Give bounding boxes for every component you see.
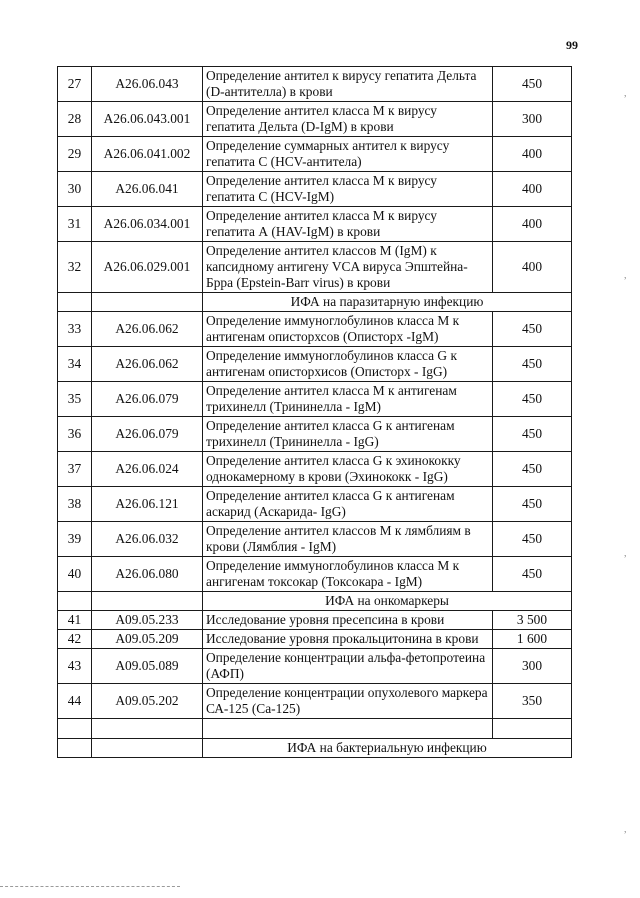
service-name: Определение иммуноглобулинов класса М к антигенам описторхсов (Описторх -IgM) <box>203 312 493 347</box>
row-number: 40 <box>58 557 92 592</box>
table-row <box>58 487 572 522</box>
table-row <box>58 312 572 347</box>
row-number: 36 <box>58 417 92 452</box>
service-code: A26.06.062 <box>92 312 203 347</box>
table-row <box>58 557 572 592</box>
service-price: 400 <box>493 207 572 242</box>
table-row <box>58 452 572 487</box>
service-price: 400 <box>493 137 572 172</box>
margin-mark: , <box>624 270 627 281</box>
section-row <box>58 739 572 758</box>
empty-cell <box>58 719 92 739</box>
service-code: A09.05.089 <box>92 649 203 684</box>
price-list-body <box>58 67 572 758</box>
service-price: 450 <box>493 522 572 557</box>
table-row <box>58 172 572 207</box>
service-name: Определение антител к вирусу гепатита Дельта (D-антителла) в крови <box>203 67 493 102</box>
service-name: Определение антител класса G к антигенам трихинелл (Трининелла - IgG) <box>203 417 493 452</box>
section-title: ИФА на бактериальную инфекцию <box>203 739 572 758</box>
service-code: A26.06.029.001 <box>92 242 203 293</box>
service-price: 450 <box>493 557 572 592</box>
table-row <box>58 137 572 172</box>
service-code: A09.05.233 <box>92 611 203 630</box>
service-name: Исследование уровня прокальцитонина в крови <box>203 630 493 649</box>
section-title: ИФА на онкомаркеры <box>203 592 572 611</box>
section-title: ИФА на паразитарную инфекцию <box>203 293 572 312</box>
table-row <box>58 242 572 293</box>
margin-mark: , <box>624 548 627 559</box>
service-name: Определение антител класса М к вирусу гепатита С (HCV-IgM) <box>203 172 493 207</box>
section-blank-cell <box>58 739 92 758</box>
section-blank-cell <box>92 592 203 611</box>
table-row <box>58 649 572 684</box>
service-price: 1 600 <box>493 630 572 649</box>
service-code: A09.05.209 <box>92 630 203 649</box>
service-name: Определение иммуноглобулинов класса G к антигенам описторхисов (Описторх - IgG) <box>203 347 493 382</box>
service-name: Определение иммуноглобулинов класса М к ангигенам токсокар (Токсокара - IgM) <box>203 557 493 592</box>
service-name: Определение суммарных антител к вирусу гепатита С (HCV-антитела) <box>203 137 493 172</box>
row-number: 43 <box>58 649 92 684</box>
table-row <box>58 611 572 630</box>
empty-cell <box>203 719 493 739</box>
table-row <box>58 522 572 557</box>
section-blank-cell <box>58 592 92 611</box>
row-number: 34 <box>58 347 92 382</box>
service-price: 350 <box>493 684 572 719</box>
service-price: 450 <box>493 417 572 452</box>
service-code: A26.06.032 <box>92 522 203 557</box>
service-name: Определение антител класса М к вирусу гепатита Дельта (D-IgM) в крови <box>203 102 493 137</box>
service-name: Определение антител классов M (IgM) к капсидному антигену VCA вируса Эпштейна-Брра (Epstein-Barr virus) в крови <box>203 242 493 293</box>
service-price: 450 <box>493 452 572 487</box>
service-price: 3 500 <box>493 611 572 630</box>
row-number: 28 <box>58 102 92 137</box>
table-row <box>58 347 572 382</box>
service-name: Определение концентрации альфа-фетопротеина (АФП) <box>203 649 493 684</box>
service-price: 300 <box>493 102 572 137</box>
section-blank-cell <box>92 739 203 758</box>
row-number: 30 <box>58 172 92 207</box>
row-number: 29 <box>58 137 92 172</box>
service-code: A26.06.041 <box>92 172 203 207</box>
row-number: 44 <box>58 684 92 719</box>
service-name: Определение антител класса М к антигенам трихинелл (Трининелла - IgM) <box>203 382 493 417</box>
service-name: Определение антител класса G к антигенам аскарид (Аскарида- IgG) <box>203 487 493 522</box>
service-price: 400 <box>493 172 572 207</box>
row-number: 39 <box>58 522 92 557</box>
footer-dashed-line <box>0 886 180 887</box>
service-code: A26.06.034.001 <box>92 207 203 242</box>
margin-mark: , <box>624 88 627 99</box>
service-code: A26.06.041.002 <box>92 137 203 172</box>
table-row <box>58 684 572 719</box>
row-number: 33 <box>58 312 92 347</box>
row-number: 41 <box>58 611 92 630</box>
table-row <box>58 67 572 102</box>
service-code: A26.06.079 <box>92 382 203 417</box>
section-blank-cell <box>58 293 92 312</box>
table-row <box>58 417 572 452</box>
section-row <box>58 592 572 611</box>
table-row <box>58 382 572 417</box>
section-blank-cell <box>92 293 203 312</box>
service-code: A26.06.043.001 <box>92 102 203 137</box>
service-name: Определение антител класса G к эхинококку однокамерному в крови (Эхинококк - IgG) <box>203 452 493 487</box>
service-code: A26.06.079 <box>92 417 203 452</box>
service-code: A26.06.080 <box>92 557 203 592</box>
margin-mark: , <box>624 824 627 835</box>
page-number: 99 <box>566 38 578 52</box>
empty-cell <box>92 719 203 739</box>
service-code: A09.05.202 <box>92 684 203 719</box>
service-price: 450 <box>493 382 572 417</box>
service-name: Исследование уровня пресепсина в крови <box>203 611 493 630</box>
row-number: 35 <box>58 382 92 417</box>
service-price: 400 <box>493 242 572 293</box>
service-price: 450 <box>493 67 572 102</box>
service-price: 450 <box>493 347 572 382</box>
table-row <box>58 102 572 137</box>
service-code: A26.06.121 <box>92 487 203 522</box>
row-number: 32 <box>58 242 92 293</box>
service-price: 450 <box>493 487 572 522</box>
row-number: 42 <box>58 630 92 649</box>
empty-row <box>58 719 572 739</box>
row-number: 37 <box>58 452 92 487</box>
service-price: 450 <box>493 312 572 347</box>
service-code: A26.06.024 <box>92 452 203 487</box>
service-code: A26.06.062 <box>92 347 203 382</box>
service-name: Определение антител класса М к вирусу гепатита А (HAV-IgM) в крови <box>203 207 493 242</box>
service-name: Определение концентрации опухолевого маркера СА-125 (Са-125) <box>203 684 493 719</box>
table-row <box>58 630 572 649</box>
row-number: 27 <box>58 67 92 102</box>
service-name: Определение антител классов M к лямблиям в крови (Лямблия - IgM) <box>203 522 493 557</box>
empty-cell <box>493 719 572 739</box>
row-number: 31 <box>58 207 92 242</box>
price-list-table <box>57 66 572 758</box>
row-number: 38 <box>58 487 92 522</box>
section-row <box>58 293 572 312</box>
table-row <box>58 207 572 242</box>
service-code: A26.06.043 <box>92 67 203 102</box>
service-price: 300 <box>493 649 572 684</box>
